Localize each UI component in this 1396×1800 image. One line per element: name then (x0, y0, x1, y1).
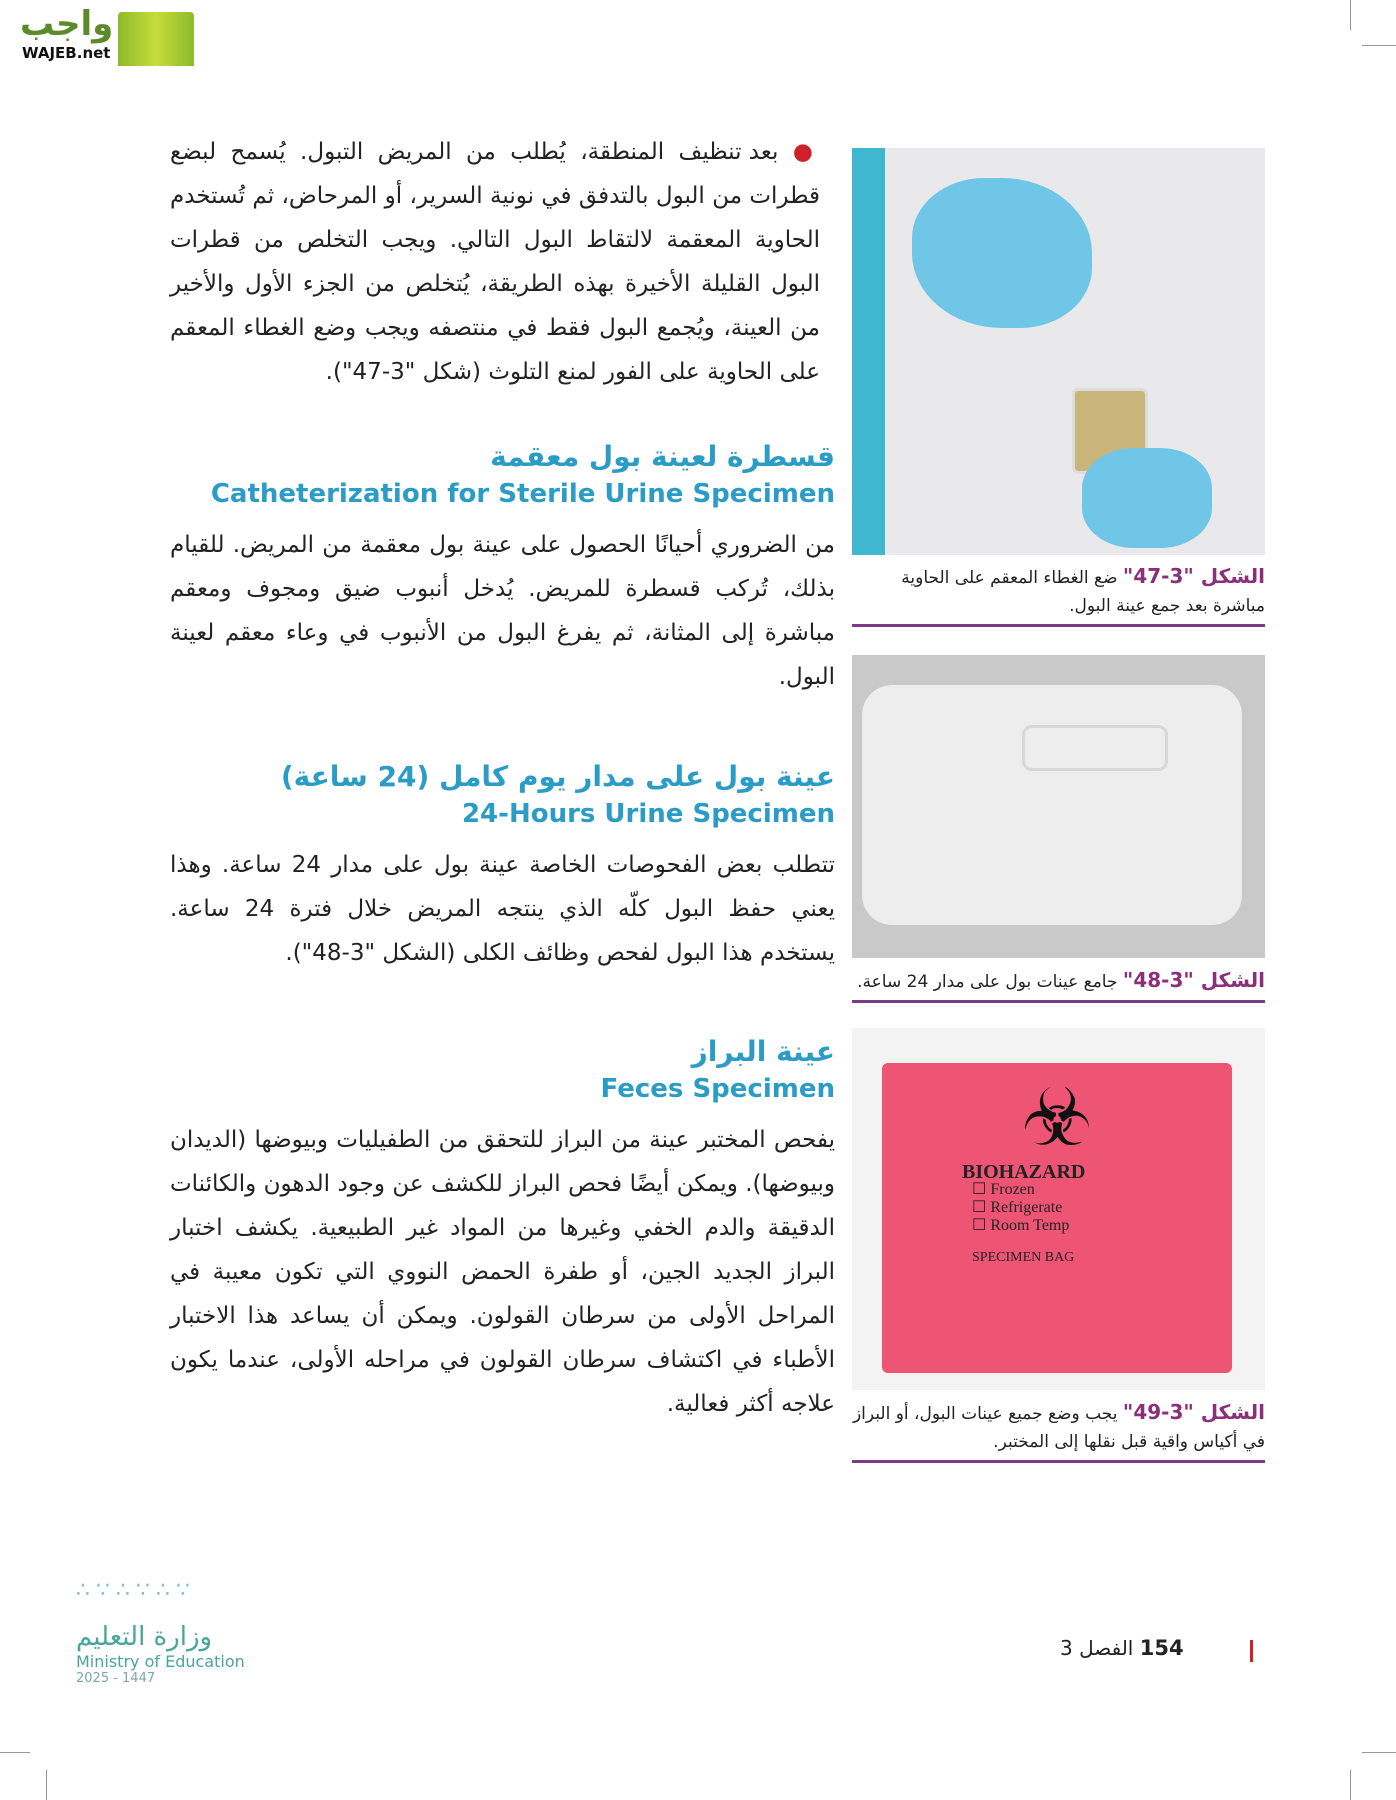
ministry-name-ar: وزارة التعليم (76, 1622, 213, 1652)
figure-label: الشكل "3-48" (1122, 968, 1265, 992)
figure-47-image (852, 148, 1265, 555)
crop-mark (1362, 45, 1396, 46)
page-number (1060, 1636, 1184, 1660)
page-number-value: 154 (1139, 1636, 1184, 1660)
dots-logo-icon: ∴∵∴∵∴∵ (76, 1578, 196, 1603)
heading-ar: عينة البراز (691, 1035, 835, 1068)
crop-mark (0, 1752, 30, 1753)
figure-49-caption (852, 1398, 1265, 1463)
chapter-label: الفصل 3 (1060, 1636, 1134, 1660)
bag-label: SPECIMEN BAG (972, 1250, 1075, 1265)
crop-mark (1350, 0, 1351, 30)
heading-en: Catheterization for Sterile Urine Specimen (210, 479, 835, 509)
figure-48-caption (852, 966, 1265, 1003)
paragraph-midstream (170, 130, 820, 394)
glove-shape (912, 178, 1092, 328)
paragraph-text: بعد تنظيف المنطقة، يُطلب من المريض التبول. يُسمح لبضع قطرات من البول بالتدفق في نونية السرير، أو المرحاض، ثم تُستخدم الحاوية المعقمة لالتقاط البول التالي. ويجب التخلص من قطرات البول القليلة الأخيرة بهذه الطريقة، يُتخلص من الجزء الأول والأخير من العينة، ويُجمع البول فقط في منتصفه ويجب وضع الغطاء المعقم على الحاوية على الفور لمنع التلوث (شكل "3-47"). (170, 139, 820, 385)
paragraph-text: تتطلب بعض الفحوصات الخاصة عينة بول على مدار 24 ساعة. وهذا يعني حفظ البول كلّه الذي ينتجه المريض خلال فترة 24 ساعة. يستخدم هذا البول لفحص وظائف الكلى (الشكل "3-48"). (170, 852, 836, 966)
logo-text-en: WAJEB.net (22, 44, 111, 62)
jug-handle (1022, 725, 1168, 771)
ministry-logo (76, 1580, 256, 1686)
bullet-icon: ● (778, 139, 820, 165)
logo-text-ar: واجب (20, 4, 114, 44)
section-24-hours (170, 760, 835, 975)
wajeb-logo[interactable] (10, 4, 190, 66)
ministry-name-en: Ministry of Education (76, 1652, 245, 1671)
heading-ar: قسطرة لعينة بول معقمة (490, 440, 835, 473)
figure-48-image (852, 655, 1265, 958)
bag-checkbox: ☐ Frozen (972, 1181, 1035, 1198)
figure-label: الشكل "3-47" (1122, 564, 1265, 588)
biohazard-icon: ☣ (1021, 1071, 1093, 1164)
bag-label: BIOHAZARD (962, 1161, 1086, 1183)
figure-47-caption (852, 562, 1265, 627)
caption-text: جامع عينات بول على مدار 24 ساعة. (857, 972, 1118, 992)
figure-49-image (852, 1028, 1265, 1390)
ministry-year: 2025 - 1447 (76, 1671, 156, 1686)
bag-checkbox: ☐ Refrigerate (972, 1199, 1063, 1216)
biohazard-bag (882, 1063, 1232, 1373)
caption-text: يجب وضع جميع عينات البول، أو البراز في أكياس واقية قبل نقلها إلى المختبر. (852, 1404, 1265, 1452)
heading-en: 24-Hours Urine Specimen (461, 799, 835, 829)
glove-shape (1082, 448, 1212, 548)
caption-text: ضع الغطاء المعقم على الحاوية مباشرة بعد جمع عينة البول. (901, 568, 1265, 616)
heading-en: Feces Specimen (600, 1074, 835, 1104)
figure-label: الشكل "3-49" (1122, 1400, 1265, 1424)
bag-checkbox: ☐ Room Temp (972, 1217, 1070, 1234)
section-catheterization (170, 440, 835, 699)
section-feces (170, 1035, 835, 1426)
paragraph-text: من الضروري أحيانًا الحصول على عينة بول معقمة من المريض. للقيام بذلك، تُركب قسطرة للمريض. يُدخل أنبوب ضيق ومجوف ومعقم مباشرة إلى المثانة، ثم يفرغ البول من الأنبوب في وعاء معقم لعينة البول. (170, 532, 835, 690)
page-number-bar (1250, 1640, 1253, 1662)
urine-jug (862, 685, 1242, 925)
crop-mark (1362, 1752, 1396, 1753)
crop-mark (1350, 1770, 1351, 1800)
book-icon (118, 12, 194, 66)
crop-mark (46, 1770, 47, 1800)
heading-ar: عينة بول على مدار يوم كامل (24 ساعة) (280, 760, 835, 793)
paragraph-text: يفحص المختبر عينة من البراز للتحقق من الطفيليات وبيوضها (الديدان وبيوضها). ويمكن أيضًا فحص البراز للكشف عن وجود الدهون والكائنات الدقيقة والدم الخفي وغيرها من المواد غير الطبيعية. يكشف اختبار البراز الجديد الجين، أو طفرة الحمض النووي التي تكون معيبة في المراحل الأولى من سرطان القولون. ويمكن أن يساعد هذا الاختبار الأطباء في اكتشاف سرطان القولون في مراحله الأولى، عندما يكون علاجه أكثر فعالية. (170, 1127, 835, 1417)
